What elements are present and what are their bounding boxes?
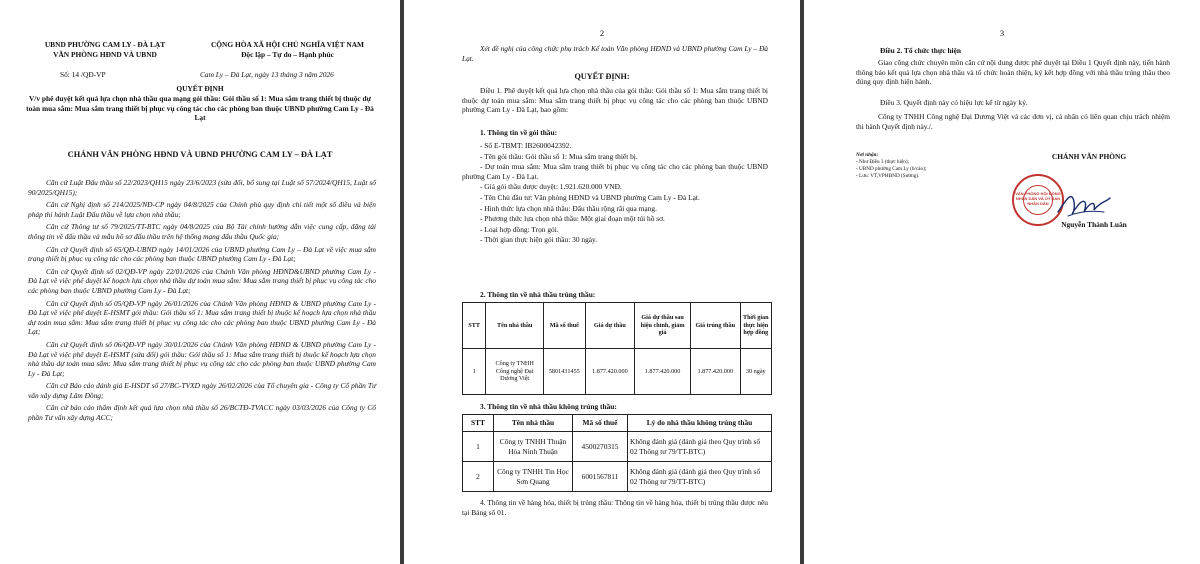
table-cell: 4500270315 bbox=[573, 432, 628, 462]
legal-basis: Căn cứ Nghị định số 214/2025/NĐ-CP ngày 04/8/2025 của Chính phủ quy định chi tiết một số điều và biện pháp thi hành Luật Đấu thầu về lựa chọn nhà thầu; bbox=[28, 200, 376, 219]
nation-title: CỘNG HÒA XÃ HỘI CHỦ NGHĨA VIỆT NAM bbox=[210, 40, 365, 49]
table-row bbox=[463, 432, 772, 462]
issuing-authority: CHÁNH VĂN PHÒNG HĐND VÀ UBND PHƯỜNG CAM LY – ĐÀ LẠT bbox=[67, 150, 333, 159]
col-header: Thời gian thực hiện hợp đồng bbox=[740, 303, 771, 349]
motto: Độc lập – Tự do – Hạnh phúc bbox=[241, 49, 334, 59]
decision-heading: QUYẾT ĐỊNH: bbox=[574, 72, 630, 81]
national-header bbox=[180, 40, 395, 59]
table-cell: 5801431455 bbox=[544, 349, 586, 395]
article-2-text: Giao công chức chuyên môn căn cứ nội dung được phê duyệt tại Điều 1 Quyết định này, tiến hành thông báo kết quả lựa chọn nhà thầu và tổ chức hoàn thiện, ký kết hợp đồng với nhà thầu trúng thầu theo đúng quy định hiện hành. bbox=[856, 58, 1170, 87]
package-info-item: - Thời gian thực hiện gói thầu: 30 ngày. bbox=[480, 235, 598, 245]
document-page-3 bbox=[804, 0, 1200, 564]
page-number: 3 bbox=[999, 28, 1005, 38]
handwritten-signature bbox=[1054, 172, 1114, 226]
legal-basis: Căn cứ Quyết định số 06/QĐ-VP ngày 30/01/2026 của Chánh Văn phòng HĐND & UBND phường Cam Ly - Đà Lạt về việc phê duyệt E-HSMT (sửa đổi) gói thầu: Gói thầu số 1: Mua sắm trang thiết bị thuộc kế hoạch lựa chọn nhà thầu dự toán mua sắm: Mua sắm trang thiết bị phục vụ công tác cho các phòng ban thuộc UBND phường Cam Ly - Đà Lạt; bbox=[28, 339, 376, 378]
table-row bbox=[463, 462, 772, 492]
article-1: Điều 1. Phê duyệt kết quả lựa chọn nhà thầu của gói thầu: Gói thầu số 1: Mua sắm trang thiết bị thuộc dự toán mua sắm: Mua sắm trang thiết bị phục vụ công tác cho các phòng ban thuộc UBND phường Cam Ly - Đà Lạt, bao gồm: bbox=[462, 86, 768, 115]
loser-table-header bbox=[463, 415, 772, 432]
recipient-item: - UBND phường Cam Ly (b/cáo); bbox=[856, 166, 927, 172]
table-row bbox=[463, 349, 772, 395]
intro-text: Xét đề nghị của công chức phụ trách Kế toán Văn phòng HĐND và UBND phường Cam Ly – Đà Lạt. bbox=[462, 44, 768, 63]
document-number: Số: 14 /QĐ-VP bbox=[60, 70, 106, 79]
package-info-item: - Tên gói thầu: Gói thầu số 1: Mua sắm trang thiết bị. bbox=[480, 151, 638, 161]
col-header: Tên nhà thầu bbox=[494, 415, 573, 432]
table-cell: Công ty TNHH Công nghệ Đại Dương Việt bbox=[486, 349, 544, 395]
legal-basis: Căn cứ Quyết định số 05/QĐ-VP ngày 26/01/2026 của Chánh Văn phòng HĐND & UBND phường Cam Ly - Đà Lạt về việc phê duyệt E-HSMT gói thầu: Gói thầu số 1: Mua sắm trang thiết bị thuộc kế hoạch lựa chọn nhà thầu dự toán mua sắm: Mua sắm trang thiết bị phục vụ công tác cho các phòng ban thuộc UBND phường Cam Ly - Đà Lạt; bbox=[28, 298, 376, 337]
legal-bases bbox=[28, 178, 376, 423]
col-header: Mã số thuế bbox=[573, 415, 628, 432]
table-cell: Không đánh giá (đánh giá theo Quy trình số 02 Thông tư 79/TT-BTC) bbox=[628, 432, 772, 462]
package-info-item: - Số E-TBMT: IB2600042392. bbox=[480, 141, 572, 150]
legal-basis: Căn cứ Thông tư số 79/2025/TT-BTC ngày 04/8/2025 của Bộ Tài chính hướng dẫn việc cung cấp, đăng tải thông tin về đấu thầu và mẫu hồ sơ đấu thầu trên hệ thống mạng đấu thầu Quốc gia; bbox=[28, 222, 376, 241]
signer-title: CHÁNH VĂN PHÒNG bbox=[1051, 152, 1127, 161]
table-cell: Không đánh giá (đánh giá theo Quy trình số 02 Thông tư 79/TT-BTC) bbox=[628, 462, 772, 492]
winner-table bbox=[462, 302, 772, 395]
page-number: 2 bbox=[599, 28, 605, 38]
section-1-title: 1. Thông tin về gói thầu: bbox=[480, 128, 558, 137]
table-cell: 6001567811 bbox=[573, 462, 628, 492]
article-3: Điều 3. Quyết định này có hiệu lực kể từ ngày ký. bbox=[880, 98, 1028, 107]
package-info-item: - Giá gói thầu được duyệt: 1.921.620.000 VNĐ. bbox=[480, 182, 622, 192]
recipients-block bbox=[856, 152, 996, 180]
col-header: STT bbox=[463, 303, 486, 349]
doc-type: QUYẾT ĐỊNH bbox=[176, 84, 224, 93]
col-header: Lý do nhà thầu không trúng thầu bbox=[628, 415, 772, 432]
recipient-item: - Như Điều 3 (thực hiện); bbox=[856, 159, 910, 165]
col-header: Giá dự thầu bbox=[585, 303, 635, 349]
package-info-item: - Loại hợp đồng: Trọn gói. bbox=[480, 224, 559, 234]
place-date: Cam Ly – Đà Lạt, ngày 13 tháng 3 năm 2026 bbox=[200, 70, 334, 79]
org-line-1: UBND PHƯỜNG CAM LY - ĐÀ LẠT bbox=[44, 40, 166, 49]
col-header: Mã số thuế bbox=[544, 303, 586, 349]
section-2-title: 2. Thông tin về nhà thầu trúng thầu: bbox=[480, 290, 596, 299]
signer-name: Nguyễn Thành Luân bbox=[1061, 220, 1127, 229]
doc-subject: V/v phê duyệt kết quả lựa chọn nhà thầu qua mạng gói thầu: Gói thầu số 1: Mua sắm trang thiết bị thuộc dự toán mua sắm: Mua sắm trang thiết bị phục vụ công tác cho các phòng ban thuộc UBND phường Cam Ly - Đà Lạt bbox=[26, 94, 374, 123]
table-cell: 30 ngày bbox=[740, 349, 771, 395]
winner-table-header bbox=[463, 303, 772, 349]
issuing-org bbox=[20, 40, 190, 59]
org-line-2: VĂN PHÒNG HĐND VÀ UBND bbox=[53, 49, 157, 59]
table-cell: Công ty TNHH Thuận Hòa Ninh Thuận bbox=[494, 432, 573, 462]
recipient-item: - Lưu: VT,VPHĐND (Sương). bbox=[856, 173, 920, 179]
legal-basis: Căn cứ báo cáo thẩm định kết quả lựa chọn nhà thầu số 26/BCTĐ-TVACC ngày 03/03/2026 của Công ty Cổ phần Tư vấn xây dựng ACC; bbox=[28, 403, 376, 423]
package-info-item: - Hình thức lựa chọn nhà thầu: Đấu thầu rộng rãi qua mạng. bbox=[480, 203, 657, 213]
table-cell: 1.877.420.000 bbox=[690, 349, 740, 395]
table-cell: Công ty TNHH Tin Học Sơn Quang bbox=[494, 462, 573, 492]
section-4: 4. Thông tin về hàng hóa, thiết bị trúng thầu: Thông tin về hàng hóa, thiết bị trúng thầu được nêu tại Bảng số 01. bbox=[462, 498, 768, 517]
legal-basis: Căn cứ Quyết định số 65/QĐ-UBND ngày 14/01/2026 của UBND phường Cam Ly – Đà Lạt về việc mua sắm trang thiết bị phục vụ công tác cho các phòng ban thuộc UBND phường Cam Ly - Đà Lạt; bbox=[28, 244, 376, 264]
table-cell: 1 bbox=[463, 349, 486, 395]
legal-basis: Căn cứ Quyết định số 02/QĐ-VP ngày 22/01/2026 của Chánh Văn phòng HĐND&UBND phường Cam Ly - Đà Lạt về việc phê duyệt kế hoạch lựa chọn nhà thầu dự toán mua sắm: Mua sắm trang thiết bị phục vụ công tác cho các phòng ban thuộc UBND phường Cam Ly - Đà Lạt; bbox=[28, 266, 376, 295]
package-info-item: - Phương thức lựa chọn nhà thầu: Một giai đoạn một túi hồ sơ. bbox=[480, 214, 665, 224]
col-header: Giá trúng thầu bbox=[690, 303, 740, 349]
legal-basis: Căn cứ Báo cáo đánh giá E-HSDT số 27/BC-TVXD ngày 26/02/2026 của Tổ chuyên gia - Công ty Cổ phần Tư vấn xây dựng Lâm Đồng; bbox=[28, 381, 376, 400]
table-cell: 1 bbox=[463, 432, 494, 462]
seal-text: VĂN PHÒNG HỘI ĐỒNG NHÂN DÂN VÀ ỦY BAN NHÂN DÂN bbox=[1015, 191, 1061, 206]
package-info-item: - Tên Chủ đầu tư: Văn phòng HĐND và UBND phường Cam Ly - Đà Lạt. bbox=[480, 192, 700, 202]
col-header: Giá dự thầu sau hiệu chỉnh, giảm giá bbox=[635, 303, 691, 349]
package-info-item: - Dự toán mua sắm: Mua sắm trang thiết bị phục vụ công tác cho các phòng ban thuộc UBND phường Cam Ly - Đà Lạt. bbox=[462, 162, 768, 181]
closing-text: Công ty TNHH Công nghệ Đại Dương Việt và các đơn vị, cá nhân có liên quan chịu trách nhiệm thi hành Quyết định này./. bbox=[856, 112, 1170, 131]
document-page-2 bbox=[404, 0, 800, 564]
col-header: Tên nhà thầu bbox=[486, 303, 544, 349]
recipients-title: Nơi nhận: bbox=[856, 152, 879, 158]
article-2-title: Điều 2. Tổ chức thực hiện bbox=[880, 46, 962, 55]
document-page-1 bbox=[0, 0, 400, 564]
table-cell: 2 bbox=[463, 462, 494, 492]
section-3-title: 3. Thông tin về nhà thầu không trúng thầu: bbox=[480, 402, 617, 411]
col-header: STT bbox=[463, 415, 494, 432]
table-cell: 1.877.420.000 bbox=[635, 349, 691, 395]
legal-basis: Căn cứ Luật Đấu thầu số 22/2023/QH15 ngày 23/6/2023 (sửa đổi, bổ sung tại Luật số 57/2024/QH15, Luật số 90/2025/QH15); bbox=[28, 178, 376, 197]
table-cell: 1.877.420.000 bbox=[585, 349, 635, 395]
loser-table bbox=[462, 414, 772, 492]
package-info bbox=[462, 141, 768, 245]
